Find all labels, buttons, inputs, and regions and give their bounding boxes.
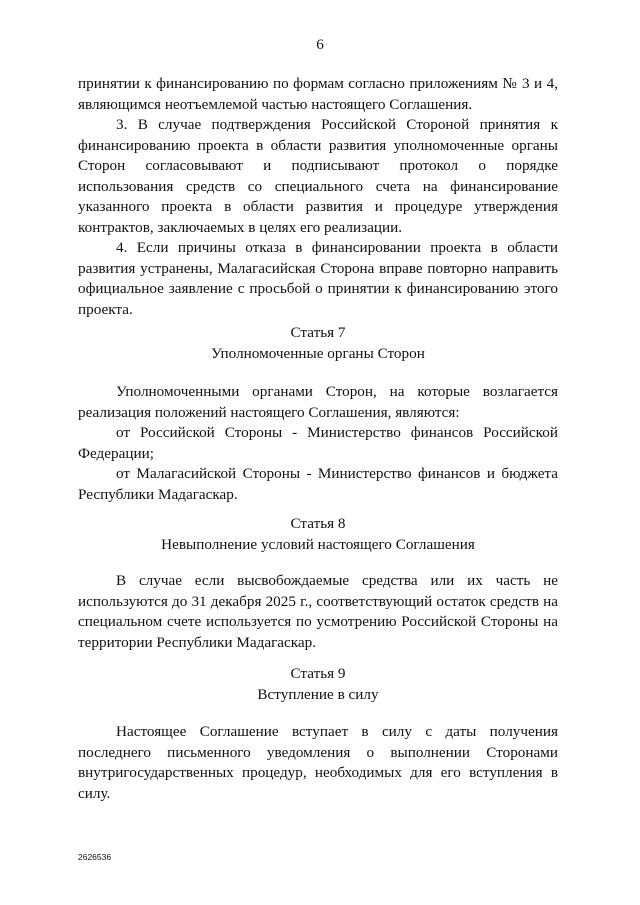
paragraph-4: 4. Если причины отказа в финансировании проекта в области развития устранены, Малагасийская Сторона вправе повторно направить официальное заявление с просьбой о принятии к финансированию этого проекта. [78, 239, 558, 318]
document-code: 2626536 [78, 852, 112, 862]
article-9 [78, 664, 558, 705]
article-8-title: Невыполнение условий настоящего Соглашения [161, 535, 475, 553]
article-9-body [78, 722, 558, 804]
article-7-paragraph: Уполномоченными органами Сторон, на которые возлагается реализация положений настоящего Соглашения, являются: [78, 383, 558, 421]
section-financing-continued [78, 74, 558, 320]
article-8-number: Статья 8 [290, 515, 346, 532]
article-9-paragraph: Настоящее Соглашение вступает в силу с даты получения последнего письменного уведомления о выполнении Сторонами внутригосударственных процедур, необходимых для его вступления в силу. [78, 723, 558, 802]
article-8 [78, 514, 558, 555]
article-8-body [78, 571, 558, 653]
article-7-number: Статья 7 [290, 324, 346, 341]
article-9-number: Статья 9 [290, 665, 346, 682]
paragraph-3: 3. В случае подтверждения Российской Стороной принятия к финансированию проекта в области развития уполномоченные органы Сторон согласовывают и подписывают протокол о порядке использования средств со специального счета на финансирование указанного проекта в области развития и процедуре утверждения контрактов, заключаемых в целях его реализации. [78, 116, 558, 236]
article-7-paragraph: от Российской Стороны - Министерство финансов Российской Федерации; [78, 424, 558, 462]
article-8-paragraph: В случае если высвобождаемые средства или их часть не используются до 31 декабря 2025 г., соответствующий остаток средств на специальном счете используется по усмотрению Российской Стороны на территории Республики Мадагаскар. [78, 572, 558, 651]
paragraph-continuation: принятии к финансированию по формам согласно приложениям № 3 и 4, являющимся неотъемлемой частью настоящего Соглашения. [78, 75, 558, 113]
article-7-paragraph: от Малагасийской Стороны - Министерство финансов и бюджета Республики Мадагаскар. [78, 465, 558, 503]
article-9-title: Вступление в силу [257, 685, 379, 703]
page-number: 6 [316, 36, 324, 53]
article-7-title: Уполномоченные органы Сторон [211, 344, 425, 362]
article-7-body [78, 382, 558, 505]
article-7 [78, 323, 558, 364]
